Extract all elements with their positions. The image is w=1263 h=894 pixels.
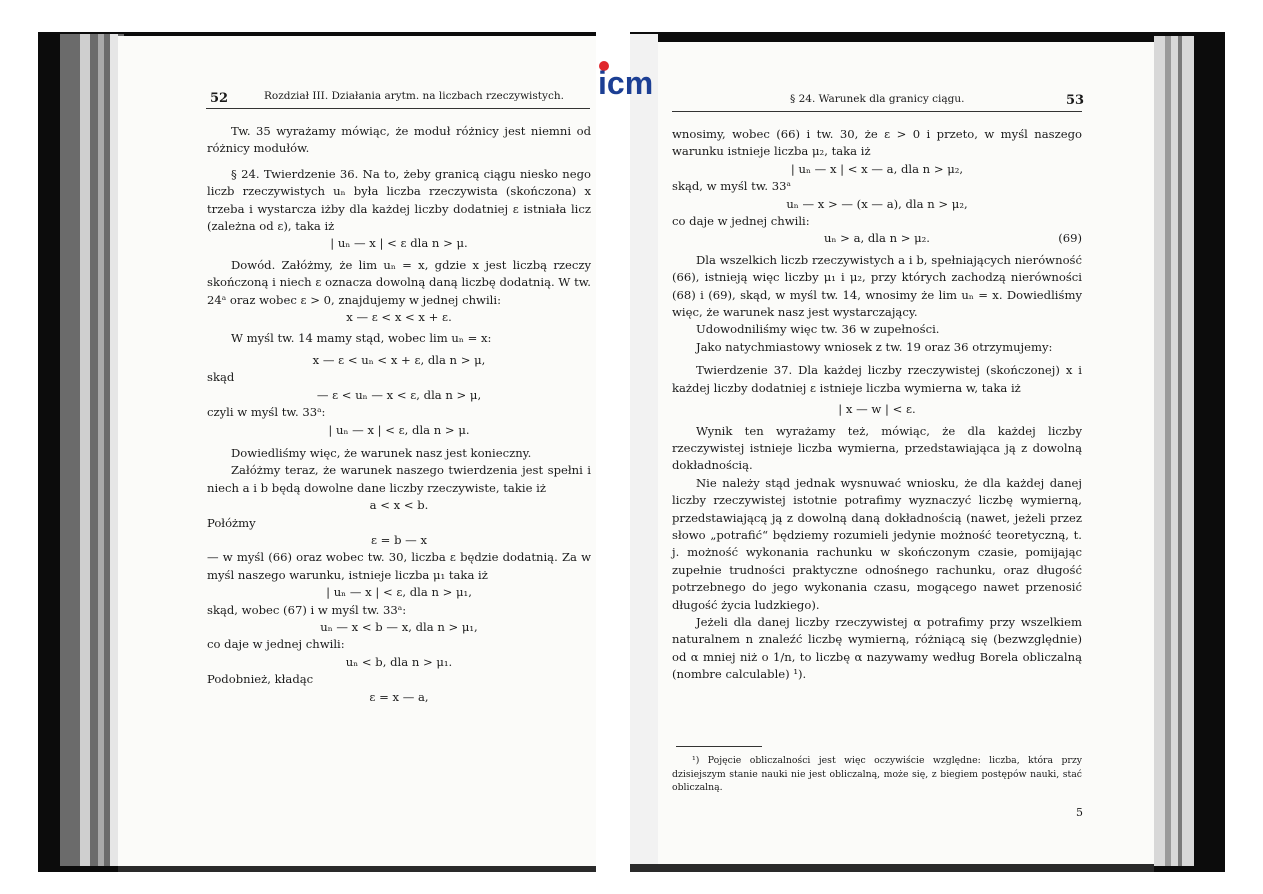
proof-paragraph: Dowód. Załóżmy, że lim uₙ = x, gdzie x jest liczbą rzeczy skończoną i niech ε oznacza dowolną daną liczbę dodatnią. W tw. 24ᵃ oraz wobec ε > 0, znajdujemy w jednej chwili: xyxy=(207,257,591,307)
left-eq-6: a < x < b. xyxy=(369,498,429,513)
left-eq-3: x — ε < uₙ < x + ε, dla n > μ, xyxy=(312,352,486,367)
left-eq-11: ε = x — a, xyxy=(369,689,429,704)
theorem-36: § 24. Twierdzenie 36. Na to, żeby granicą ciągu niesko nego liczb rzeczywistych uₙ była liczba rzeczywista (skończona) x trzeba i wystarcza iżby dla każdej liczby dodatniej ε istniała licz (zależna od ε), taka iż xyxy=(207,166,591,234)
right-page-number: 53 xyxy=(1066,93,1085,108)
left-eq-4: — ε < uₙ — x < ε, dla n > μ, xyxy=(316,387,482,402)
right-line-proved: Udowodniliśmy więc tw. 36 w zupełności. xyxy=(696,322,940,337)
left-assume: Załóżmy teraz, że warunek naszego twierdzenia jest spełni i niech a i b będą dowolne dane liczby rzeczywiste, takie iż xyxy=(207,463,591,495)
icm-logo xyxy=(596,58,666,100)
left-eq-10: uₙ < b, dla n > μ₁. xyxy=(345,654,453,669)
right-paragraph-borel: Jeżeli dla danej liczby rzeczywistej α potrafimy przy wszelkiem naturalnem n znaleźć liczbę wymierną, różniącą się (bezwzględnie) od α mniej niż o 1/n, to liczbę α nazywamy według Borela obliczalną (nombre calculable) ¹). xyxy=(672,614,1082,682)
left-line-mysl: — w myśl (66) oraz wobec tw. 30, liczba ε będzie dodatnią. Za w myśl naszego warunku, istnieje liczba μ₁ taka iż xyxy=(207,550,591,582)
theorem-37: Twierdzenie 37. Dla każdej liczby rzeczywistej (skończonej) x i każdej liczby dodatniej ε istnieje liczba wymierna w, taka iż xyxy=(672,363,1082,395)
left-line-podobniez: Podobnież, kładąc xyxy=(207,672,314,687)
left-eq-9: uₙ — x < b — x, dla n > μ₁, xyxy=(320,619,478,634)
right-line-corollary: Jako natychmiastowy wniosek z tw. 19 oraz 36 otrzymujemy: xyxy=(696,339,1053,354)
left-eq-7: ε = b — x xyxy=(370,532,428,547)
footnote-text: ¹) Pojęcie obliczalności jest więc oczywiście względne: liczba, która przy dzisiejszym stanie nauki nie jest obliczalną, może się, z biegiem postępów nauki, stać obliczalną. xyxy=(672,755,1082,793)
left-necessity: Dowiedliśmy więc, że warunek nasz jest konieczny. xyxy=(231,445,532,460)
left-line-1: Tw. 35 wyrażamy mówiąc, że moduł różnicy jest niemni od różnicy modułów. xyxy=(207,124,591,156)
left-line-skad-2: skąd, wobec (67) i w myśl tw. 33ᵃ: xyxy=(207,602,407,617)
left-line-co-daje: co daje w jednej chwili: xyxy=(207,637,345,652)
left-line-skad: skąd xyxy=(207,370,235,385)
right-running-head: § 24. Warunek dla granicy ciągu. xyxy=(790,93,965,105)
left-eq-2: x — ε < x < x + ε. xyxy=(346,310,452,325)
left-running-head: Rozdział III. Działania arytm. na liczbach rzeczywistych. xyxy=(264,90,564,102)
right-paragraph-wynik: Wynik ten wyrażamy też, mówiąc, że dla każdej liczby rzeczywistej istnieje liczba wymierna, przedstawiająca ją z dowolną dokładnością. xyxy=(672,423,1082,473)
right-paragraph-sufficiency: Dla wszelkich liczb rzeczywistych a i b, spełniających nierówność (66), istnieją więc liczby μ₁ i μ₂, przy których zachodzą nierówności (68) i (69), skąd, w myśl tw. 14, wnosimy że lim uₙ = x. Dowiedliśmy więc, że warunek nasz jest wystarczający. xyxy=(672,252,1082,320)
equation-number-69: (69) xyxy=(1058,231,1082,246)
right-page-body xyxy=(672,126,1082,684)
left-eq-1: | uₙ — x | < ε dla n > μ. xyxy=(330,236,468,251)
right-eq-3-formula: uₙ > a, dla n > μ₂. xyxy=(824,231,930,246)
left-line-polozmy: Połóżmy xyxy=(207,515,256,530)
left-eq-5: | uₙ — x | < ε, dla n > μ. xyxy=(328,422,470,437)
left-line-5: W myśl tw. 14 mamy stąd, wobec lim uₙ = x: xyxy=(231,331,492,346)
logo-text: icm xyxy=(598,65,654,100)
left-header-rule xyxy=(206,108,590,109)
left-page-body xyxy=(207,123,591,706)
right-line-1: wnosimy, wobec (66) i tw. 30, że ε > 0 i przeto, w myśl naszego warunku istnieje liczba μ₂, taka iż xyxy=(672,127,1082,159)
right-line-co-daje: co daje w jednej chwili: xyxy=(672,214,810,229)
left-eq-8: | uₙ — x | < ε, dla n > μ₁, xyxy=(326,585,472,600)
footnote xyxy=(672,754,1082,795)
right-eq-4: | x — w | < ε. xyxy=(838,402,916,417)
footnote-rule xyxy=(676,746,762,747)
page-signature-mark: 5 xyxy=(1076,806,1083,819)
right-eq-1: | uₙ — x | < x — a, dla n > μ₂, xyxy=(790,161,964,176)
right-paragraph-nie-nalezy: Nie należy stąd jednak wysnuwać wniosku, że dla każdej danej liczby rzeczywistej istotnie potrafimy wyznaczyć liczbę wymierną, przedstawiającą ją z dowolną daną dokładnością (nawet, jeżeli przez słowo „potrafić“ będziemy rozumieli jedynie możność teoretyczną, t. j. możność wykonania rachunku w skończonym czasie, pomijając zupełnie trudności praktyczne odnośnego rachunku, oraz długość potrzebnego do jego wykonania czasu, mogącego nawet przenosić długość życia ludzkiego). xyxy=(672,475,1082,612)
right-eq-3 xyxy=(672,230,1082,247)
right-line-skad: skąd, w myśl tw. 33ᵃ xyxy=(672,179,791,194)
left-line-czyli: czyli w myśl tw. 33ᵃ: xyxy=(207,405,326,420)
left-page-number: 52 xyxy=(210,91,229,106)
right-header-rule xyxy=(672,111,1082,112)
right-eq-2: uₙ — x > — (x — a), dla n > μ₂, xyxy=(786,196,968,211)
